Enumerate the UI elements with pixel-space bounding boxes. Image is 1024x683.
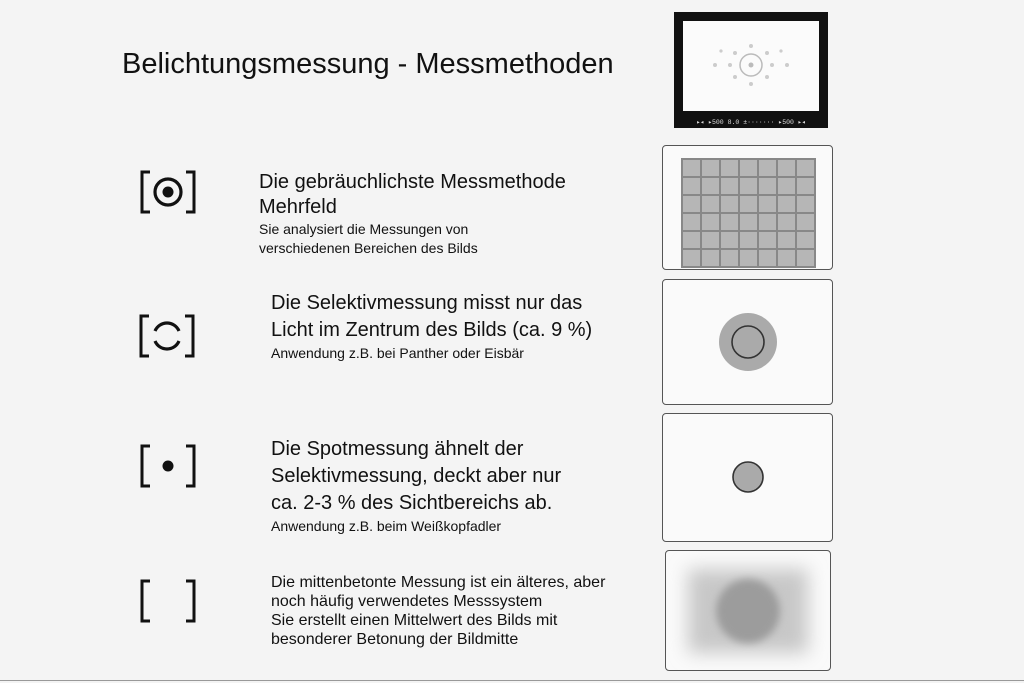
grid-cell bbox=[740, 250, 757, 266]
grid-cell bbox=[702, 232, 719, 248]
grid-cell bbox=[683, 160, 700, 176]
method-selektiv-line2: Licht im Zentrum des Bilds (ca. 9 %) bbox=[271, 319, 593, 341]
selektiv-panel bbox=[662, 279, 833, 405]
grid-cell bbox=[683, 250, 700, 266]
method-spot-line1: Die Spotmessung ähnelt der bbox=[271, 438, 524, 460]
method-mittenbetont-line2: noch häufig verwendetes Messsystem bbox=[271, 593, 543, 610]
method-mehrfeld-line1: Die gebräuchlichste Messmethode bbox=[259, 171, 566, 193]
grid-cell bbox=[702, 196, 719, 212]
method-mittenbetont-text bbox=[271, 573, 605, 649]
grid-cell bbox=[702, 178, 719, 194]
page-title: Belichtungsmessung - Messmethoden bbox=[122, 48, 614, 80]
method-selektiv-line1: Die Selektivmessung misst nur das bbox=[271, 292, 583, 314]
spot-panel bbox=[662, 413, 833, 542]
grid-cell bbox=[778, 196, 795, 212]
mehrfeld-panel bbox=[662, 145, 833, 270]
grid-cell bbox=[778, 214, 795, 230]
method-mittenbetont-line1: Die mittenbetonte Messung ist ein älteres, aber bbox=[271, 574, 606, 591]
grid-cell bbox=[740, 178, 757, 194]
grid-cell bbox=[721, 160, 738, 176]
grid-cell bbox=[740, 160, 757, 176]
grid-cell bbox=[702, 160, 719, 176]
grid-cell bbox=[721, 178, 738, 194]
grid-cell bbox=[759, 250, 776, 266]
method-mittenbetont-line4: besonderer Betonung der Bildmitte bbox=[271, 631, 519, 648]
grid-cell bbox=[797, 250, 814, 266]
method-spot-line2: Selektivmessung, deckt aber nur bbox=[271, 465, 562, 487]
spot-metering-area-icon bbox=[663, 414, 832, 541]
method-spot-sub1: Anwendung z.B. beim Weißkopfadler bbox=[271, 518, 502, 534]
grid-cell bbox=[759, 160, 776, 176]
viewfinder-status-bar bbox=[680, 116, 822, 126]
grid-cell bbox=[740, 232, 757, 248]
grid-cell bbox=[797, 214, 814, 230]
grid-cell bbox=[778, 250, 795, 266]
partial-metering-area-icon bbox=[663, 280, 832, 404]
spot-metering-icon bbox=[138, 441, 198, 491]
grid-cell bbox=[740, 196, 757, 212]
grid-cell bbox=[759, 214, 776, 230]
grid-cell bbox=[721, 196, 738, 212]
grid-cell bbox=[721, 250, 738, 266]
grid-cell bbox=[759, 196, 776, 212]
grid-cell bbox=[797, 196, 814, 212]
grid-cell bbox=[797, 178, 814, 194]
method-mehrfeld-text bbox=[259, 170, 566, 258]
grid-cell bbox=[683, 214, 700, 230]
viewfinder-screen bbox=[683, 21, 819, 111]
partial-metering-icon bbox=[137, 311, 197, 361]
grid-cell bbox=[702, 214, 719, 230]
viewfinder-illustration bbox=[674, 12, 828, 128]
method-selektiv-text bbox=[271, 290, 592, 363]
center-weighted-area-icon bbox=[666, 551, 830, 670]
method-mehrfeld-sub1: Sie analysiert die Messungen von bbox=[259, 221, 469, 237]
grid-cell bbox=[740, 214, 757, 230]
grid-cell bbox=[759, 232, 776, 248]
matrix-metering-icon bbox=[138, 167, 198, 217]
grid-cell bbox=[683, 196, 700, 212]
method-spot-text bbox=[271, 436, 561, 536]
method-mehrfeld-line2: Mehrfeld bbox=[259, 196, 337, 218]
grid-cell bbox=[721, 232, 738, 248]
grid-cell bbox=[797, 160, 814, 176]
method-selektiv-sub1: Anwendung z.B. bei Panther oder Eisbär bbox=[271, 345, 524, 361]
method-mittenbetont-line3: Sie erstellt einen Mittelwert des Bilds mit bbox=[271, 612, 558, 629]
grid-cell bbox=[721, 214, 738, 230]
svg-text:▸◂ ▸500 8.0 ±······· ▸500 ▸◂: ▸◂ ▸500 8.0 ±······· ▸500 ▸◂ bbox=[696, 119, 806, 126]
grid-cell bbox=[683, 178, 700, 194]
af-points-icon bbox=[683, 21, 819, 111]
method-mehrfeld-sub2: verschiedenen Bereichen des Bilds bbox=[259, 240, 478, 256]
center-weighted-metering-icon bbox=[138, 576, 198, 626]
metering-grid bbox=[681, 158, 816, 268]
grid-cell bbox=[702, 250, 719, 266]
grid-cell bbox=[797, 232, 814, 248]
grid-cell bbox=[778, 178, 795, 194]
grid-cell bbox=[778, 160, 795, 176]
mittenbetont-panel bbox=[665, 550, 831, 671]
grid-cell bbox=[683, 232, 700, 248]
method-spot-line3: ca. 2-3 % des Sichtbereichs ab. bbox=[271, 492, 553, 514]
grid-cell bbox=[778, 232, 795, 248]
bottom-divider bbox=[0, 680, 1024, 681]
grid-cell bbox=[759, 178, 776, 194]
